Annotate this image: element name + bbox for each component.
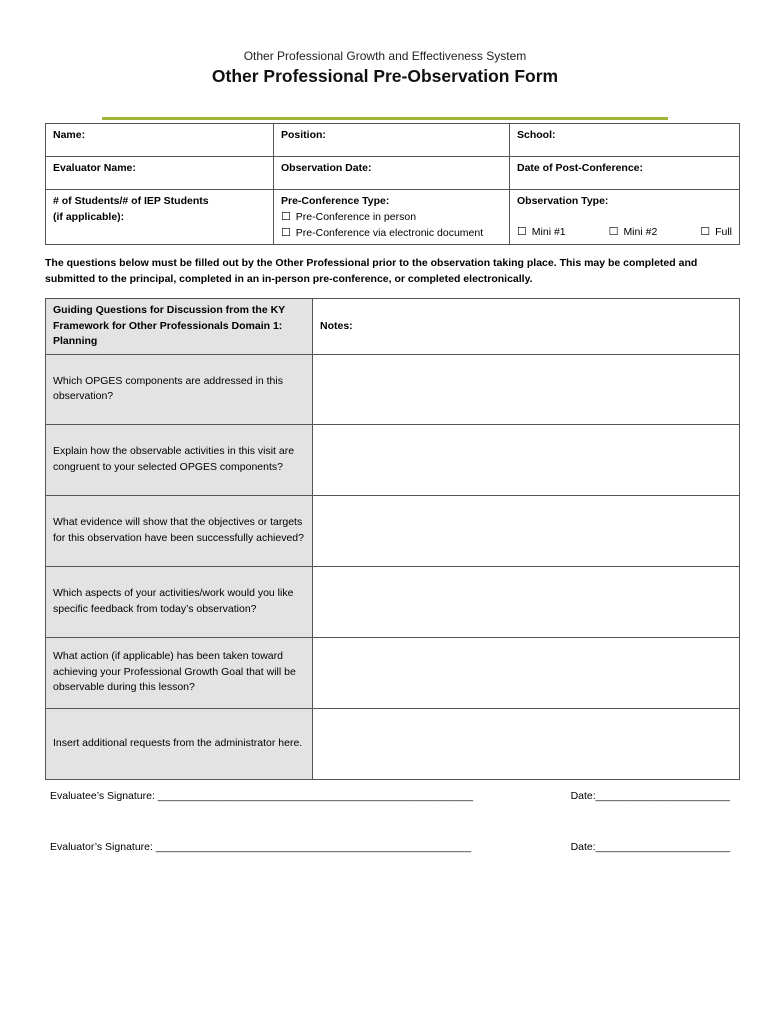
question-text: What action (if applicable) has been taken toward achieving your Professional Growth Goal that will be observable during this lesson?	[46, 637, 313, 708]
observation-type-cell	[510, 190, 740, 245]
form-title: Other Professional Pre-Observation Form	[211, 66, 559, 86]
preconf-electronic-label: Pre-Conference via electronic document	[295, 227, 484, 239]
post-conference-date-field[interactable]: Date of Post-Conference:	[510, 157, 740, 190]
checkbox-icon: ☐	[281, 211, 291, 223]
evaluator-signature-row	[50, 841, 730, 853]
preconf-in-person-label: Pre-Conference in person	[295, 211, 417, 223]
notes-field[interactable]	[313, 566, 740, 637]
school-field[interactable]: School:	[510, 124, 740, 157]
notes-field[interactable]	[313, 708, 740, 779]
students-label: # of Students/# of IEP Students	[53, 195, 209, 207]
question-text: Which OPGES components are addressed in this observation?	[46, 354, 313, 424]
notes-header: Notes:	[313, 299, 740, 355]
checkbox-icon: ☐	[281, 227, 291, 239]
mini-1-checkbox[interactable]	[517, 224, 566, 240]
mini-2-checkbox[interactable]	[609, 224, 658, 240]
observation-date-field[interactable]: Observation Date:	[274, 157, 510, 190]
name-field[interactable]: Name:	[46, 124, 274, 157]
observation-type-label: Observation Type:	[517, 195, 609, 207]
instructions-text: The questions below must be filled out by the Other Professional prior to the observation taking place. This may be completed and submitted to the principal, completed in an in-person pre-conference, or completed electronically.	[45, 257, 698, 285]
notes-field[interactable]	[313, 495, 740, 566]
checkbox-icon: ☐	[700, 226, 711, 238]
checkbox-icon: ☐	[608, 226, 619, 238]
question-text: What evidence will show that the objectives or targets for this observation have been successfully achieved?	[46, 495, 313, 566]
preconf-electronic-checkbox[interactable]	[281, 225, 502, 241]
evaluatee-signature-row	[50, 790, 730, 802]
evaluatee-date-line[interactable]: Date:_______________________	[570, 790, 730, 802]
students-sublabel: (if applicable):	[53, 211, 125, 223]
form-subtitle: Other Professional Growth and Effectiveness System	[243, 49, 527, 63]
preconference-type-cell	[274, 190, 510, 245]
evaluator-name-field[interactable]: Evaluator Name:	[46, 157, 274, 190]
full-checkbox[interactable]	[700, 224, 732, 240]
question-text: Explain how the observable activities in this visit are congruent to your selected OPGES components?	[46, 424, 313, 495]
mini-1-label: Mini #1	[531, 226, 566, 238]
mini-2-label: Mini #2	[623, 226, 658, 238]
question-text: Insert additional requests from the administrator here.	[46, 708, 313, 779]
students-field[interactable]	[46, 190, 274, 245]
question-text: Which aspects of your activities/work would you like specific feedback from today’s observation?	[46, 566, 313, 637]
evaluator-signature-line[interactable]: Evaluator’s Signature: ______________________________________________________	[50, 841, 472, 853]
notes-field[interactable]	[313, 637, 740, 708]
evaluatee-signature-line[interactable]: Evaluatee’s Signature: ______________________________________________________	[50, 790, 474, 802]
preconference-type-label: Pre-Conference Type:	[281, 195, 390, 207]
evaluator-date-line[interactable]: Date:_______________________	[570, 841, 730, 853]
checkbox-icon: ☐	[517, 226, 527, 238]
info-table	[45, 123, 740, 245]
notes-field[interactable]	[313, 354, 740, 424]
questions-header: Guiding Questions for Discussion from the KY Framework for Other Professionals Domain 1: Planning	[46, 299, 313, 355]
title-divider	[102, 117, 668, 120]
guiding-questions-table	[45, 298, 740, 780]
position-field[interactable]: Position:	[274, 124, 510, 157]
full-label: Full	[715, 226, 732, 238]
preconf-in-person-checkbox[interactable]	[281, 209, 502, 225]
notes-field[interactable]	[313, 424, 740, 495]
